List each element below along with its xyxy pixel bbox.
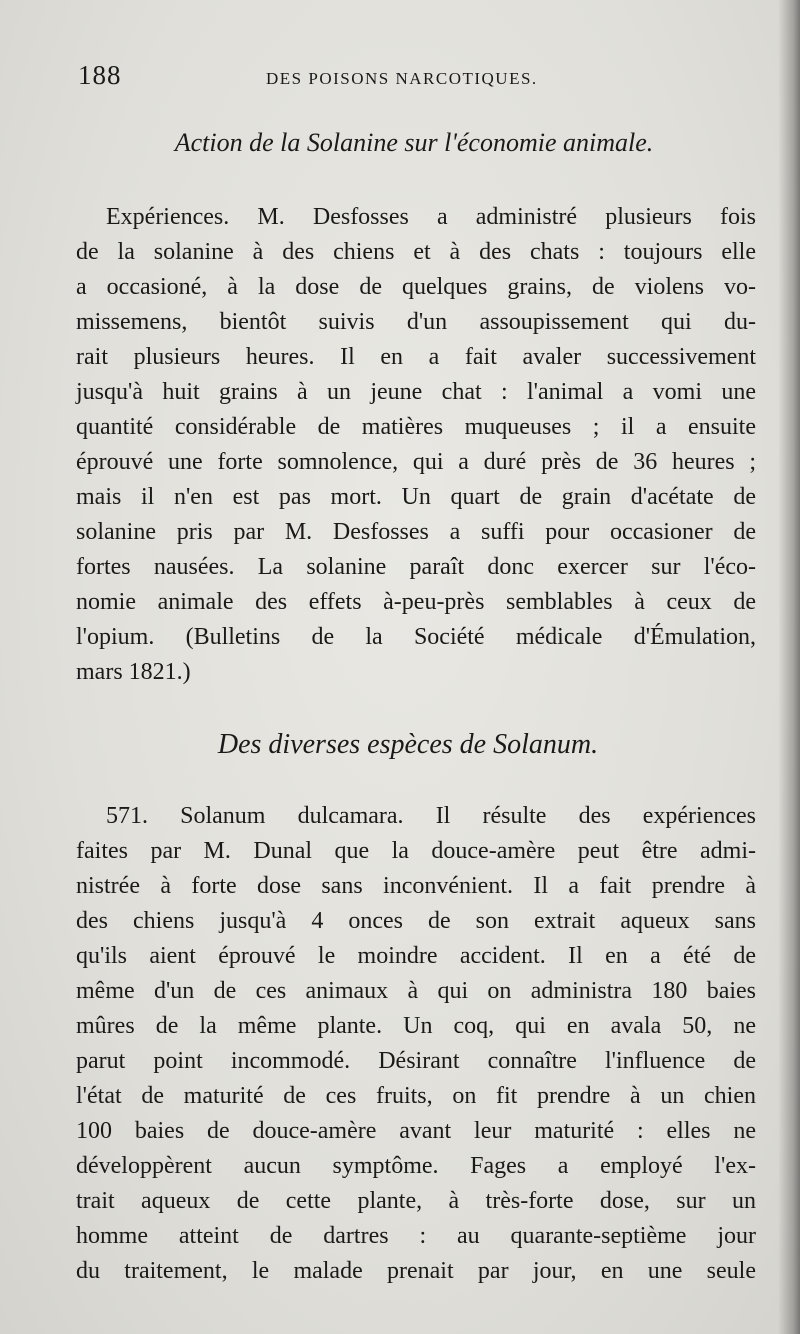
page-header (78, 60, 758, 94)
text-line: a occasioné, à la dose de quelques grains, de violens vo- (76, 274, 756, 300)
text-line: faites par M. Dunal que la douce-amère peut être admi- (76, 838, 756, 864)
text-line: missemens, bientôt suivis d'un assoupissement qui du- (76, 309, 756, 335)
text-line: fortes nausées. La solanine paraît donc exercer sur l'éco- (76, 554, 756, 580)
text-line: éprouvé une forte somnolence, qui a duré près de 36 heures ; (76, 449, 756, 475)
text-line: nomie animale des effets à-peu-près semblables à ceux de (76, 589, 756, 615)
text-line: quantité considérable de matières muqueuses ; il a ensuite (76, 414, 756, 440)
text-line: l'état de maturité de ces fruits, on fit prendre à un chien (76, 1083, 756, 1109)
text-line: mûres de la même plante. Un coq, qui en avala 50, ne (76, 1013, 756, 1039)
text-line: mais il n'en est pas mort. Un quart de grain d'acétate de (76, 484, 756, 510)
text-line: 571. Solanum dulcamara. Il résulte des expériences (106, 803, 756, 829)
page-number: 188 (78, 60, 122, 90)
text-line: solanine pris par M. Desfosses a suffi pour occasioner de (76, 519, 756, 545)
text-line: nistrée à forte dose sans inconvénient. Il a fait prendre à (76, 873, 756, 899)
text-line: parut point incommodé. Désirant connaître l'influence de (76, 1048, 756, 1074)
section-title-solanine: Action de la Solanine sur l'économie animale. (174, 128, 654, 157)
page-edge-shadow (778, 0, 800, 1334)
text-line: même d'un de ces animaux à qui on administra 180 baies (76, 978, 756, 1004)
paragraph-experiences (76, 200, 756, 690)
text-line: de la solanine à des chiens et à des chats : toujours elle (76, 239, 756, 265)
text-line: mars 1821.) (76, 659, 191, 685)
text-line: homme atteint de dartres : au quarante-septième jour (76, 1223, 756, 1249)
section-title-solanum-species: Des diverses espèces de Solanum. (217, 729, 599, 760)
text-line: développèrent aucun symptôme. Fages a employé l'ex- (76, 1153, 756, 1179)
text-line: des chiens jusqu'à 4 onces de son extrait aqueux sans (76, 908, 756, 934)
text-line: jusqu'à huit grains à un jeune chat : l'animal a vomi une (76, 379, 756, 405)
text-line: trait aqueux de cette plante, à très-forte dose, sur un (76, 1188, 756, 1214)
text-line: qu'ils aient éprouvé le moindre accident. Il en a été de (76, 943, 756, 969)
text-line: rait plusieurs heures. Il en a fait avaler successivement (76, 344, 756, 370)
text-line: Expériences. M. Desfosses a administré plusieurs fois (106, 204, 756, 230)
paragraph-solanum-dulcamara (76, 799, 756, 1289)
text-line: 100 baies de douce-amère avant leur maturité : elles ne (76, 1118, 756, 1144)
text-line: l'opium. (Bulletins de la Société médicale d'Émulation, (76, 624, 756, 650)
running-head: DES POISONS NARCOTIQUES. (266, 69, 538, 88)
text-line: du traitement, le malade prenait par jour, en une seule (76, 1258, 756, 1284)
